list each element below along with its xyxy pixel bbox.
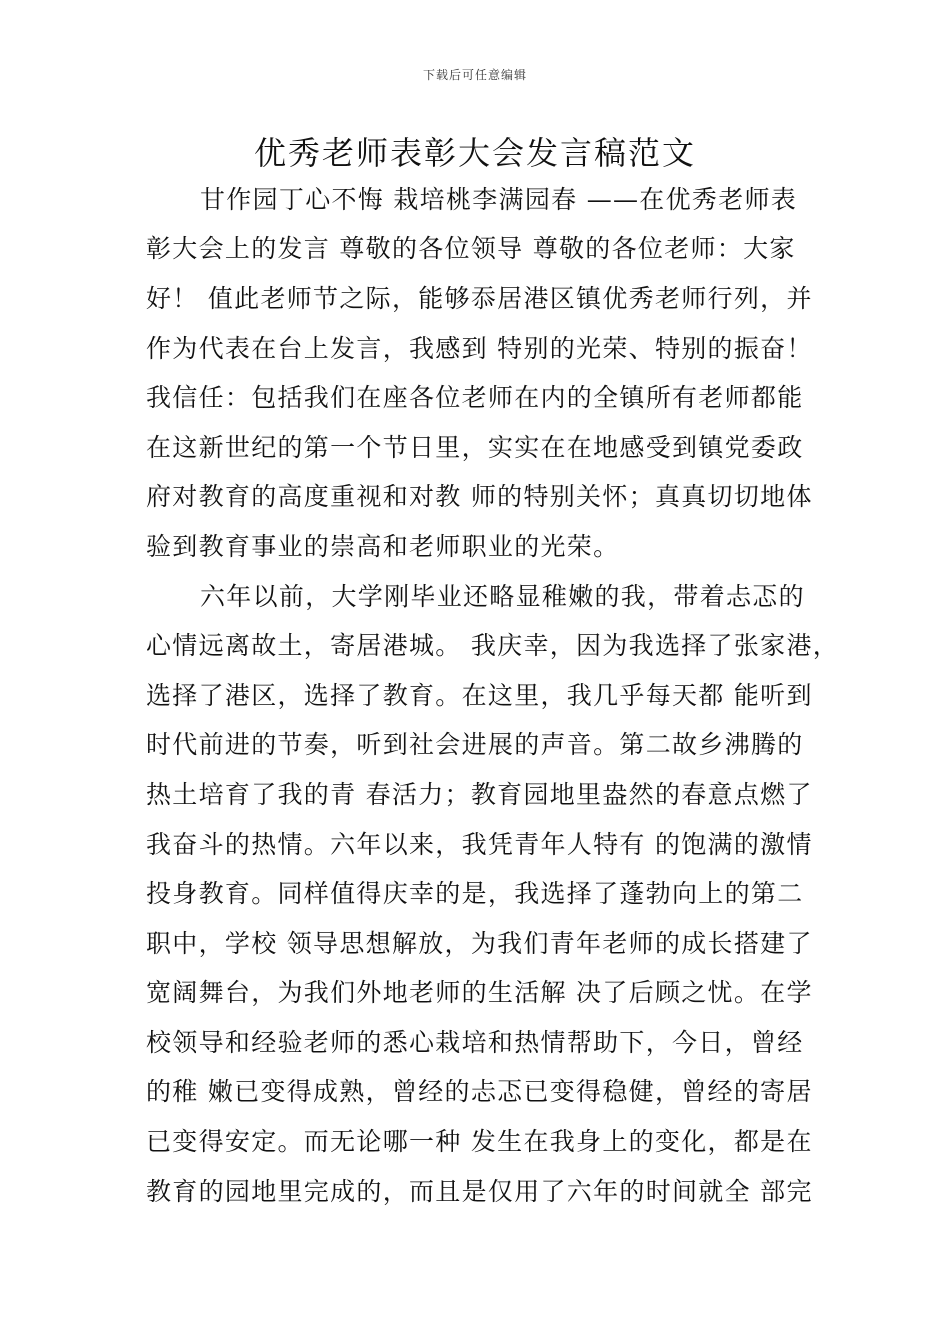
paragraph-line: 热土培育了我的青 春活力；教育园地里盎然的春意点燃了 (146, 780, 813, 809)
paragraph-line: 我奋斗的热情。六年以来，我凭青年人特有 的饱满的激情 (146, 830, 813, 859)
paragraph-line: 选择了港区，选择了教育。在这里，我几乎每天都 能听到 (146, 681, 813, 710)
header-note: 下载后可任意编辑 (422, 68, 527, 82)
paragraph-line: 验到教育事业的崇高和老师职业的光荣。 (146, 532, 620, 561)
document-title: 优秀老师表彰大会发言稿范文 (253, 134, 696, 172)
paragraph-line: 校领导和经验老师的悉心栽培和热情帮助下，今日，曾经 (146, 1028, 804, 1057)
paragraph-line: 宽阔舞台，为我们外地老师的生活解 决了后顾之忧。在学 (146, 978, 813, 1007)
paragraph-line: 作为代表在台上发言，我感到 特别的光荣、特别的振奋！ (146, 334, 813, 363)
paragraph-line: 彰大会上的发言 尊敬的各位领导 尊敬的各位老师：大家 (146, 234, 796, 263)
paragraph-line: 府对教育的高度重视和对教 师的特别关怀；真真切切地体 (146, 482, 813, 511)
paragraph-line: 已变得安定。而无论哪一种 发生在我身上的变化，都是在 (146, 1127, 813, 1156)
paragraph-line: 教育的园地里完成的，而且是仅用了六年的时间就全 部完 (146, 1177, 813, 1206)
paragraph-line: 好！ 值此老师节之际，能够忝居港区镇优秀老师行列，并 (146, 284, 813, 313)
paragraph-line: 投身教育。同样值得庆幸的是，我选择了蓬勃向上的第二 (146, 879, 804, 908)
paragraph-line: 在这新世纪的第一个节日里，实实在在地感受到镇党委政 (146, 433, 804, 462)
paragraph-line: 的稚 嫩已变得成熟，曾经的忐忑已变得稳健，曾经的寄居 (146, 1077, 813, 1106)
paragraph-line: 我信任：包括我们在座各位老师在内的全镇所有老师都能 (146, 383, 804, 412)
paragraph-line: 时代前进的节奏，听到社会进展的声音。第二故乡沸腾的 (146, 730, 804, 759)
paragraph-line: 心情远离故土，寄居港城。 我庆幸，因为我选择了张家港， (146, 631, 840, 660)
paragraph-line: 职中，学校 领导思想解放，为我们青年老师的成长搭建了 (146, 929, 813, 958)
paragraph-line: 六年以前，大学刚毕业还略显稚嫩的我，带着忐忑的 (200, 582, 805, 611)
paragraph-line: 甘作园丁心不悔 栽培桃李满园春 ——在优秀老师表 (200, 185, 798, 214)
